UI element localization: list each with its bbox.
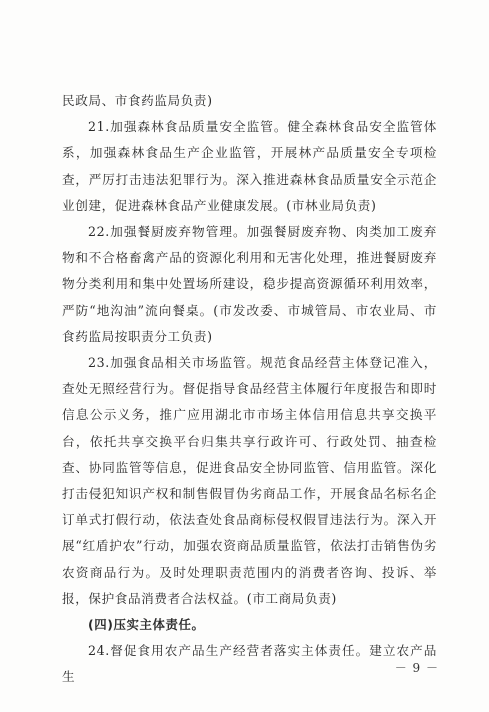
paragraph-item-24: 24.督促食用农产品生产经营者落实主体责任。建立农产品生 [62,643,437,685]
body-text [62,88,437,691]
paragraph-item-22: 22.加强餐厨废弃物管理。加强餐厨废弃物、肉类加工废弃物和不合格畜禽产品的资源化利用和无害化处理，推进餐厨废弃物分类利用和集中处置场所建设，稳步提高资源循环利用效率，严防“地沟油”流向餐桌。(市发改委、市城管局、市农业局、市食药监局按职责分工负责) [62,224,437,344]
page-number: － 9 － [394,661,439,675]
paragraph-item-23: 23.加强食品相关市场监管。规范食品经营主体登记准入，查处无照经营行为。督促指导食品经营主体履行年度报告和即时信息公示义务，推广应用湖北市市场主体信用信息共享交换平台，依托共享交换平台归集共享行政许可、行政处罚、抽查检查、协同监管等信息，促进食品安全协同监管、信用监管。深化打击侵犯知识产权和制售假冒伪劣商品工作，开展食品名标名企订单式打假行动，依法查处食品商标侵权假冒违法行为。深入开展“红盾护农”行动，加强农资商品质量监管，依法打击销售伪劣农资商品行为。及时处理职责范围内的消费者咨询、投诉、举报，保护食品消费者合法权益。(市工商局负责) [62,355,437,606]
paragraph-item-21: 21.加强森林食品质量安全监管。健全森林食品安全监管体系，加强森林食品生产企业监管，开展林产品质量安全专项检查，严厉打击违法犯罪行为。深入推进森林食品质量安全示范企业创建，促进森林食品产业健康发展。(市林业局负责) [62,119,437,213]
section-heading: (四)压实主体责任。 [88,617,205,633]
paragraph-continuation: 民政局、市食药监局负责) [62,93,213,108]
